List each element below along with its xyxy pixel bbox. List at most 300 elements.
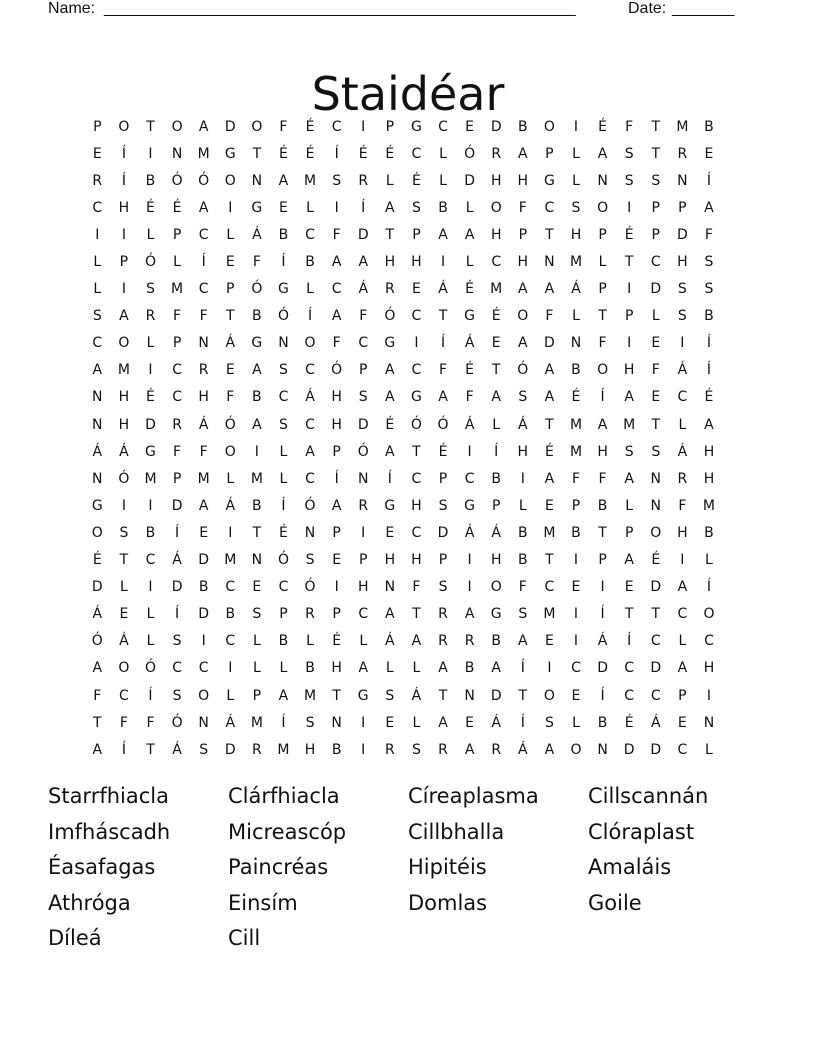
grid-letter: O (91, 524, 103, 541)
grid-letter: H (490, 552, 502, 569)
grid-letter: M (676, 118, 689, 135)
grid-letter: N (464, 687, 475, 704)
grid-letter: I (148, 145, 153, 162)
grid-letter: P (545, 145, 554, 162)
grid-letter: R (491, 741, 502, 758)
grid-letter: N (251, 172, 263, 189)
grid-letter: C (305, 470, 315, 487)
grid-letter: S (385, 687, 395, 704)
grid-letter: C (198, 660, 209, 677)
grid-letter: D (544, 335, 555, 352)
grid-letter: N (357, 470, 369, 487)
grid-row (84, 248, 734, 275)
grid-letter: R (464, 633, 475, 650)
grid-letter: P (598, 552, 607, 569)
grid-letter: E (385, 714, 395, 731)
grid-letter: H (331, 660, 342, 677)
grid-letter: Í (334, 145, 339, 162)
grid-letter: Ó (384, 308, 396, 325)
word-list-item: Domlas (408, 890, 488, 915)
grid-letter: A (411, 633, 422, 650)
grid-letter: E (279, 199, 288, 216)
grid-letter: C (145, 552, 156, 569)
grid-letter: O (490, 579, 502, 596)
grid-letter: I (148, 579, 153, 596)
grid-letter: L (385, 660, 394, 677)
grid-letter: A (677, 579, 688, 596)
grid-letter: Á (571, 281, 581, 298)
grid-letter: L (279, 443, 288, 460)
grid-letter: Í (148, 687, 153, 704)
grid-letter: A (92, 660, 103, 677)
grid-letter: A (331, 308, 342, 325)
grid-letter: C (305, 362, 315, 379)
grid-letter: C (198, 226, 209, 243)
grid-letter: D (490, 118, 502, 135)
grid-letter: S (119, 524, 129, 541)
grid-letter: O (490, 199, 502, 216)
word-list-item: Clóraplast (588, 819, 695, 844)
grid-row (84, 167, 734, 194)
grid-letter: I (547, 660, 552, 677)
grid-letter: Í (600, 606, 605, 623)
grid-letter: L (226, 226, 235, 243)
word-list (48, 780, 768, 958)
grid-letter: Ó (251, 281, 263, 298)
grid-letter: A (597, 416, 608, 433)
grid-letter: É (411, 172, 421, 189)
grid-letter: Í (387, 470, 392, 487)
grid-letter: P (598, 226, 607, 243)
grid-letter: C (225, 579, 236, 596)
grid-letter: F (465, 389, 474, 406)
grid-letter: L (226, 687, 235, 704)
grid-letter: É (465, 362, 475, 379)
grid-row (84, 682, 734, 709)
grid-letter: F (359, 308, 368, 325)
word-list-item: Díleá (48, 926, 102, 950)
grid-letter: P (119, 254, 129, 271)
grid-letter: S (252, 606, 262, 623)
grid-letter: P (226, 281, 235, 298)
grid-letter: L (412, 714, 421, 731)
grid-letter: Í (627, 633, 632, 650)
grid-letter: A (385, 389, 395, 406)
grid-letter: I (148, 362, 153, 379)
grid-letter: Í (121, 741, 126, 758)
grid-letter: L (173, 254, 181, 271)
grid-letter: E (704, 145, 714, 162)
grid-letter: M (117, 362, 130, 379)
grid-letter: H (677, 524, 688, 541)
grid-letter: A (544, 389, 555, 406)
word-list-item: Cillbhalla (408, 819, 505, 844)
grid-letter: T (225, 308, 235, 325)
grid-letter: Ó (277, 308, 289, 325)
grid-letter: Í (520, 660, 525, 677)
grid-letter: Ó (118, 470, 130, 487)
grid-row (84, 113, 734, 140)
grid-letter: A (331, 497, 342, 514)
grid-letter: A (358, 254, 369, 271)
grid-letter: S (305, 552, 315, 569)
grid-letter: L (306, 199, 314, 216)
grid-letter: D (650, 660, 662, 677)
grid-letter: E (677, 714, 687, 731)
grid-letter: I (467, 579, 472, 596)
grid-letter: P (359, 362, 368, 379)
grid-letter: T (438, 687, 448, 704)
grid-letter: P (252, 687, 262, 704)
grid-letter: L (465, 254, 474, 271)
grid-letter: R (677, 470, 688, 487)
grid-letter: A (704, 199, 714, 216)
grid-letter: E (571, 687, 581, 704)
grid-row (84, 709, 734, 736)
grid-letter: Í (706, 362, 712, 379)
grid-letter: E (332, 552, 342, 569)
grid-letter: N (703, 714, 715, 731)
grid-letter: B (571, 524, 581, 541)
grid-letter: A (544, 741, 555, 758)
grid-letter: L (572, 172, 580, 189)
grid-letter: D (171, 497, 183, 514)
grid-letter: H (304, 741, 316, 758)
grid-letter: Í (201, 254, 206, 271)
grid-letter: D (650, 741, 662, 758)
grid-letter: S (411, 741, 421, 758)
grid-letter: S (92, 308, 102, 325)
grid-letter: G (357, 687, 369, 704)
grid-letter: É (544, 443, 554, 460)
grid-letter: S (544, 714, 554, 731)
grid-letter: É (624, 226, 634, 243)
grid-letter: R (358, 172, 369, 189)
grid-letter: P (332, 524, 341, 541)
grid-letter: I (467, 552, 472, 569)
grid-letter: G (410, 118, 422, 135)
grid-letter: Ó (91, 633, 103, 650)
grid-letter: C (624, 687, 635, 704)
grid-letter: D (437, 524, 449, 541)
grid-letter: L (572, 308, 580, 325)
grid-letter: D (198, 552, 210, 569)
grid-letter: F (651, 362, 660, 379)
grid-letter: Í (281, 254, 286, 271)
grid-letter: R (198, 362, 209, 379)
grid-letter: S (651, 172, 661, 189)
grid-letter: C (411, 470, 422, 487)
grid-letter: O (650, 524, 662, 541)
grid-letter: R (438, 633, 448, 650)
grid-letter: F (704, 226, 713, 243)
word-list-item: Cill (228, 926, 261, 950)
grid-letter: Ó (224, 416, 236, 433)
grid-letter: P (624, 524, 634, 541)
grid-letter: Í (600, 389, 605, 406)
grid-letter: I (361, 118, 366, 135)
grid-letter: É (358, 145, 368, 162)
grid-letter: A (438, 714, 448, 731)
grid-letter: A (464, 226, 475, 243)
grid-letter: C (358, 606, 369, 623)
grid-letter: Á (172, 741, 182, 758)
grid-letter: P (598, 281, 607, 298)
grid-letter: I (520, 470, 525, 487)
grid-letter: A (464, 606, 475, 623)
grid-letter: O (224, 172, 236, 189)
grid-letter: A (464, 741, 475, 758)
grid-letter: C (650, 633, 661, 650)
grid-letter: B (278, 633, 289, 650)
grid-row (84, 330, 734, 357)
grid-row (84, 438, 734, 465)
grid-letter: N (171, 145, 183, 162)
grid-row (84, 574, 734, 601)
grid-letter: É (279, 145, 288, 162)
grid-letter: T (651, 118, 661, 135)
grid-letter: C (650, 254, 661, 271)
grid-letter: O (118, 335, 130, 352)
grid-letter: Á (252, 226, 262, 243)
grid-letter: F (252, 254, 261, 271)
grid-letter: R (438, 606, 448, 623)
grid-letter: H (703, 443, 715, 460)
grid-letter: P (172, 470, 182, 487)
word-list-item: Micreascóp (228, 819, 347, 844)
grid-letter: H (118, 199, 130, 216)
grid-letter: Á (518, 416, 528, 433)
grid-letter: C (704, 633, 714, 650)
grid-letter: H (623, 362, 635, 379)
grid-letter: F (119, 714, 128, 731)
grid-letter: S (704, 254, 714, 271)
grid-letter: P (518, 226, 528, 243)
grid-letter: N (544, 254, 555, 271)
grid-letter: T (651, 606, 661, 623)
grid-letter: F (332, 335, 341, 352)
grid-letter: C (677, 606, 688, 623)
grid-letter: S (279, 362, 288, 379)
grid-letter: S (279, 416, 288, 433)
grid-letter: I (627, 199, 632, 216)
grid-letter: T (119, 552, 129, 569)
grid-letter: T (332, 687, 341, 704)
grid-letter: P (93, 118, 102, 135)
grid-letter: D (623, 741, 635, 758)
grid-letter: I (440, 254, 446, 271)
grid-letter: G (464, 308, 476, 325)
grid-letter: A (92, 741, 103, 758)
grid-letter: T (491, 362, 501, 379)
name-label: Name: (48, 0, 96, 17)
grid-letter: S (199, 741, 209, 758)
grid-letter: C (624, 660, 635, 677)
grid-letter: L (279, 660, 288, 677)
grid-letter: L (146, 633, 155, 650)
grid-letter: I (95, 226, 100, 243)
grid-letter: B (704, 118, 714, 135)
grid-letter: G (490, 606, 502, 623)
grid-letter: B (305, 660, 315, 677)
grid-letter: Í (281, 714, 286, 731)
grid-letter: N (677, 172, 688, 189)
grid-letter: D (198, 606, 210, 623)
grid-letter: G (251, 199, 263, 216)
grid-letter: B (145, 172, 156, 189)
grid-letter: Í (494, 443, 499, 460)
grid-row (84, 194, 734, 221)
grid-letter: I (121, 226, 126, 243)
grid-letter: Í (121, 172, 126, 189)
grid-letter: O (543, 118, 555, 135)
grid-letter: Í (520, 714, 525, 731)
grid-letter: Á (92, 443, 103, 460)
grid-letter: Á (305, 389, 315, 406)
grid-letter: A (518, 335, 528, 352)
grid-letter: O (118, 118, 130, 135)
grid-letter: Ó (144, 254, 156, 271)
grid-letter: N (251, 552, 263, 569)
grid-letter: Í (175, 524, 180, 541)
grid-letter: Á (464, 335, 475, 352)
grid-letter: I (414, 335, 419, 352)
grid-letter: C (677, 389, 688, 406)
grid-letter: Á (677, 443, 688, 460)
header (48, 0, 748, 20)
grid-letter: L (678, 416, 687, 433)
grid-letter: C (650, 687, 661, 704)
grid-letter: I (573, 552, 579, 569)
grid-letter: A (518, 281, 528, 298)
grid-letter: A (438, 660, 448, 677)
grid-letter: B (252, 308, 262, 325)
grid-letter: T (93, 714, 102, 731)
grid-letter: C (411, 524, 422, 541)
grid-letter: B (517, 524, 528, 541)
grid-letter: S (146, 281, 155, 298)
grid-letter: S (518, 389, 528, 406)
grid-letter: R (251, 741, 262, 758)
grid-letter: E (465, 118, 475, 135)
grid-letter: T (545, 552, 554, 569)
grid-letter: C (571, 660, 581, 677)
grid-letter: B (252, 389, 262, 406)
grid-letter: Á (172, 552, 182, 569)
grid-letter: B (491, 633, 501, 650)
grid-letter: Ó (304, 579, 316, 596)
grid-letter: S (624, 145, 634, 162)
grid-letter: Á (92, 606, 103, 623)
grid-letter: F (173, 443, 182, 460)
grid-letter: P (678, 687, 687, 704)
word-list-item: Goile (588, 890, 642, 915)
grid-letter: Ó (171, 172, 183, 189)
grid-letter: T (518, 687, 528, 704)
grid-letter: L (252, 660, 261, 677)
grid-letter: L (359, 633, 368, 650)
grid-letter: I (573, 633, 579, 650)
grid-letter: A (677, 660, 688, 677)
grid-letter: R (145, 308, 156, 325)
grid-letter: L (146, 226, 155, 243)
grid-letter: G (543, 172, 555, 189)
grid-letter: Á (464, 416, 475, 433)
grid-letter: P (359, 552, 368, 569)
grid-letter: C (544, 199, 555, 216)
grid-letter: Á (119, 443, 129, 460)
grid-letter: Í (440, 335, 446, 352)
grid-letter: B (438, 199, 448, 216)
grid-letter: Á (225, 335, 236, 352)
grid-letter: T (412, 443, 421, 460)
grid-letter: D (224, 118, 236, 135)
grid-row (84, 384, 734, 411)
grid-letter: L (119, 579, 128, 596)
grid-letter: Í (307, 308, 313, 325)
grid-letter: H (198, 389, 209, 406)
grid-letter: F (518, 579, 527, 596)
grid-letter: É (598, 118, 607, 135)
grid-letter: A (518, 633, 528, 650)
grid-letter: É (385, 145, 395, 162)
grid-letter: D (357, 416, 369, 433)
grid-letter: M (569, 443, 583, 460)
grid-letter: Á (491, 524, 501, 541)
grid-letter: A (491, 660, 501, 677)
grid-letter: S (704, 281, 714, 298)
grid-letter: L (146, 335, 155, 352)
grid-letter: M (490, 281, 503, 298)
grid-letter: G (145, 443, 156, 460)
grid-letter: Á (411, 687, 422, 704)
grid-letter: M (702, 497, 715, 514)
grid-row (84, 140, 734, 167)
grid-letter: I (467, 443, 472, 460)
grid-letter: M (277, 741, 290, 758)
grid-letter: O (597, 199, 609, 216)
grid-letter: O (597, 362, 609, 379)
grid-letter: H (384, 552, 396, 569)
grid-letter: L (651, 308, 660, 325)
grid-letter: S (518, 606, 528, 623)
grid-letter: R (677, 145, 688, 162)
grid-letter: C (411, 362, 422, 379)
grid-letter: G (251, 335, 263, 352)
grid-letter: E (491, 335, 501, 352)
grid-letter: É (332, 633, 342, 650)
grid-letter: G (278, 281, 289, 298)
grid-letter: H (490, 226, 502, 243)
grid-letter: R (384, 741, 395, 758)
grid-letter: I (334, 199, 339, 216)
grid-letter: A (92, 362, 103, 379)
grid-letter: A (358, 660, 369, 677)
grid-letter: Á (225, 497, 236, 514)
grid-letter: R (92, 172, 103, 189)
grid-letter: A (252, 362, 262, 379)
grid-letter: S (172, 633, 182, 650)
grid-row (84, 655, 734, 682)
grid-letter: R (172, 416, 182, 433)
grid-row (84, 628, 734, 655)
grid-letter: S (305, 714, 315, 731)
grid-letter: I (228, 660, 233, 677)
grid-letter: A (119, 308, 129, 325)
grid-row (84, 465, 734, 492)
grid-letter: Á (438, 281, 448, 298)
grid-letter: O (304, 335, 316, 352)
